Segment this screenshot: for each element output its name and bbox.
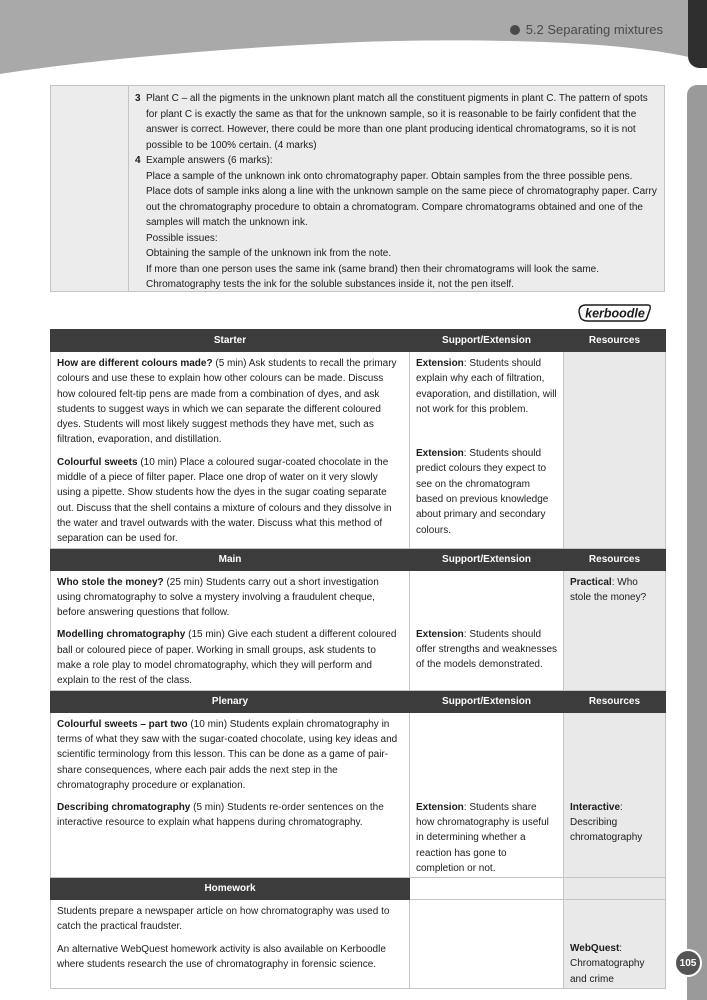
resource-text: : Describing chromatography xyxy=(570,801,643,844)
homework-header-row xyxy=(51,878,666,900)
support-text: : Students share how chromatography is useful in determining whether a reaction has gone to completion or not. xyxy=(416,801,549,874)
page-number: 105 xyxy=(674,949,702,977)
activity-title: Colourful sweets – part two xyxy=(57,718,188,730)
main-header-row xyxy=(51,548,666,570)
lesson-plan-table xyxy=(50,329,666,989)
main-row xyxy=(51,570,666,690)
resource-text: : Who stole the money? xyxy=(570,576,647,603)
answer-text: Possible issues: xyxy=(146,232,218,244)
activity-text: (5 min) Students re-order sentences on the interactive resource to explain what happens during chromatography. xyxy=(57,802,384,829)
activity-text: (10 min) Students explain chromatography in terms of what they saw with the sugar-coated chocolate, using key ideas and scientific terminology from this lesson. This can be done as a game of pair-share consequences, where each pair adds the next step in the chromatography procedure or explanation. xyxy=(57,718,398,791)
main-heading: Main xyxy=(51,548,410,570)
plenary-activities xyxy=(51,712,410,877)
answers-left-column xyxy=(51,86,129,291)
plenary-support xyxy=(410,712,564,877)
activity-text: (15 min) Give each student a different coloured ball or coloured piece of paper. Working in small groups, ask students to make a role play to model chromatography, which they will perform and explain to the rest of the class. xyxy=(57,629,397,687)
answer-text: If more than one person uses the same ink (same brand) then their chromatograms will look the same. xyxy=(146,263,599,275)
support-heading: Support/Extension xyxy=(410,548,564,570)
activity-title: Modelling chromatography xyxy=(57,629,186,641)
support-label: Extension xyxy=(416,628,464,640)
support-text: : Students should offer strengths and weaknesses of the models demonstrated. xyxy=(416,628,558,671)
answers-box xyxy=(50,85,665,292)
kerboodle-logo-text: kerboodle xyxy=(585,306,645,321)
starter-activities xyxy=(51,352,410,549)
support-text: : Students should predict colours they expect to see on the chromatogram based on previous knowledge about primary and secondary colours. xyxy=(416,448,549,536)
plenary-heading: Plenary xyxy=(51,690,410,712)
homework-support xyxy=(410,900,564,989)
resource-text: : Chromatography and crime xyxy=(570,943,645,985)
activity-title: Who stole the money? xyxy=(57,576,164,588)
kerboodle-logo xyxy=(578,302,652,324)
answer-item xyxy=(135,153,658,293)
answer-number: 3 xyxy=(135,93,141,104)
starter-header-row xyxy=(51,330,666,352)
main-support xyxy=(410,570,564,690)
answer-number: 4 xyxy=(135,155,141,166)
main-resources xyxy=(564,570,666,690)
plenary-row xyxy=(51,712,666,877)
resources-heading: Resources xyxy=(564,330,666,352)
starter-heading: Starter xyxy=(51,330,410,352)
activity-text: (25 min) Students carry out a short investigation using chromatography to solve a mystery involving a fraudulent cheque, before answering questions that follow. xyxy=(57,576,379,619)
support-heading: Support/Extension xyxy=(410,330,564,352)
activity-title: Describing chromatography xyxy=(57,802,191,814)
starter-resources xyxy=(564,352,666,549)
starter-support xyxy=(410,352,564,549)
plenary-resources xyxy=(564,712,666,877)
plenary-header-row xyxy=(51,690,666,712)
main-activities xyxy=(51,570,410,690)
section-title-text: 5.2 Separating mixtures xyxy=(525,22,663,37)
support-heading: Support/Extension xyxy=(410,690,564,712)
section-title xyxy=(510,22,663,37)
activity-title: How are different colours made? xyxy=(57,358,213,369)
homework-activities xyxy=(51,900,410,989)
homework-resources xyxy=(564,900,666,989)
activity-title: Colourful sweets xyxy=(57,456,138,468)
answer-text: Example answers (6 marks): xyxy=(146,155,273,166)
support-text: : Students should explain why each of filtration, evaporation, and distillation, will not work for this problem. xyxy=(416,358,557,415)
answer-item xyxy=(135,91,658,153)
activity-text: (5 min) Ask students to recall the primary colours and use these to explain how other colours can be made. Discuss how coloured felt-tip pens are made from a combination of dyes, and ask students to suggest ways in which we can separate the different coloured dyes. Students will most likely suggest methods they have met, such as filtration, evaporation, and distillation. xyxy=(57,358,397,446)
answer-text: Plant C – all the pigments in the unknown plant match all the constituent pigments in plant C. The pattern of spots for plant C is exactly the same as that for the unknown sample, so it is reasonable to be fairly confident that the answer is correct. However, there could be more than one plant producing identical chromatograms, so it is not possible to be 100% certain. (4 marks) xyxy=(146,93,648,151)
homework-heading: Homework xyxy=(51,878,410,900)
page-edge-bar xyxy=(687,85,707,1000)
homework-text: Students prepare a newspaper article on how chromatography was used to catch the practical fraudster. xyxy=(57,906,390,933)
answer-text: Chromatography tests the ink for the soluble substances inside it, not the pen itself. xyxy=(146,279,514,290)
homework-row xyxy=(51,900,666,989)
answer-text: Place a sample of the unknown ink onto chromatography paper. Obtain samples from the three possible pens. Place dots of sample inks along a line with the unknown sample on the same piece of chromatography paper. Carry out the chromatography procedure to obtain a chromatogram. Compare chromatograms obtained and one of the samples will match the unknown ink. xyxy=(146,170,657,228)
resource-label: WebQuest xyxy=(570,943,620,955)
answer-body xyxy=(146,91,658,153)
support-label: Extension xyxy=(416,448,464,460)
resource-label: Interactive xyxy=(570,801,621,813)
homework-text: An alternative WebQuest homework activity is also available on Kerboodle where students research the use of chromatography in forensic science. xyxy=(57,943,386,971)
bullet-icon xyxy=(510,25,520,35)
answer-body xyxy=(146,153,658,293)
homework-header-blank xyxy=(410,878,564,900)
resources-heading: Resources xyxy=(564,690,666,712)
starter-row xyxy=(51,352,666,549)
homework-header-blank xyxy=(564,878,666,900)
activity-text: (10 min) Place a coloured sugar-coated chocolate in the middle of a piece of filter paper. Place one drop of water on it very slowly using a pipette. Show students how the dyes in the sugar coating separate out. Discuss that the shell contains a mixture of colours and they dissolve in the water and travel outwards with the water. Discuss what this method of separation can be used for. xyxy=(57,456,392,545)
resource-label: Practical xyxy=(570,576,612,588)
support-label: Extension xyxy=(416,801,464,813)
answers-content xyxy=(135,91,658,293)
resources-heading: Resources xyxy=(564,548,666,570)
support-label: Extension xyxy=(416,358,464,369)
answer-text: Obtaining the sample of the unknown ink from the note. xyxy=(146,248,392,259)
header-banner xyxy=(0,0,707,90)
